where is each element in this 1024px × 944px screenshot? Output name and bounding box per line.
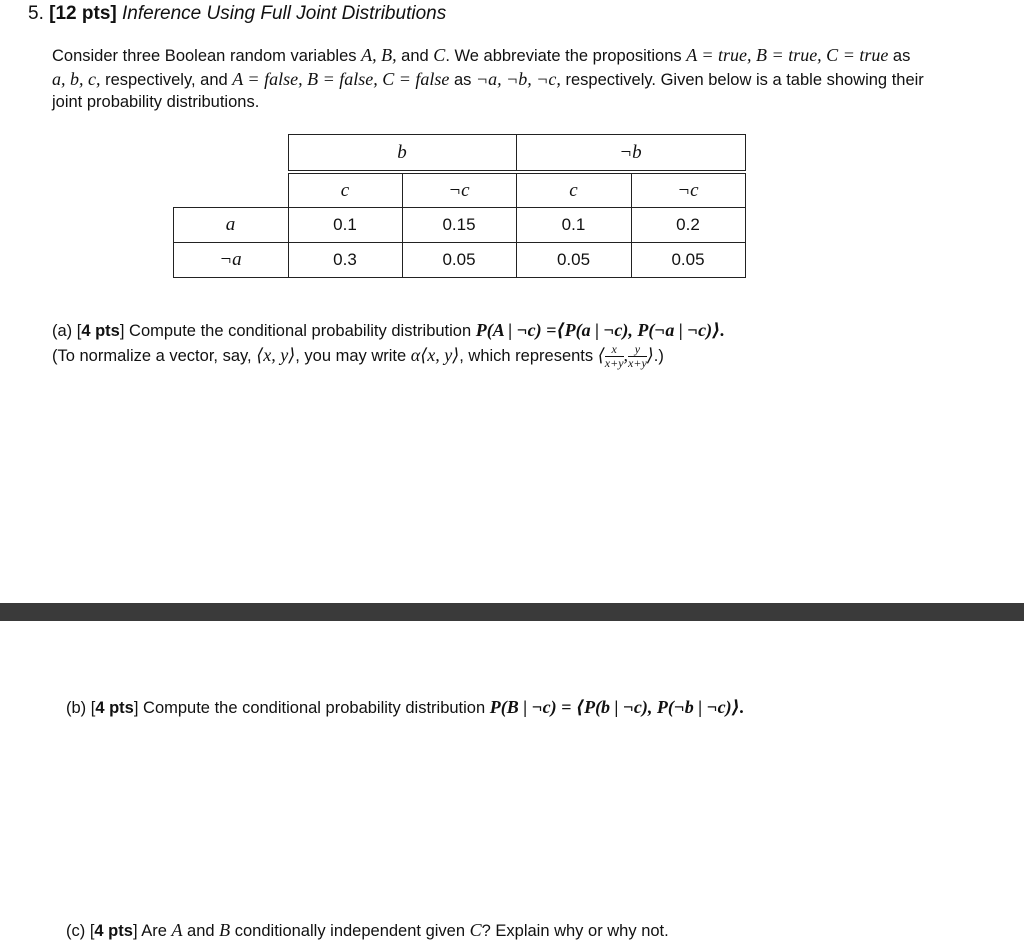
part-b-label: (b) [ xyxy=(66,699,96,717)
part-b-formula: P(B | ¬c) = ⟨P(b | ¬c), P(¬b | ¬c)⟩. xyxy=(489,697,745,717)
intro-text: as xyxy=(888,47,911,65)
header-not-c: ¬c xyxy=(677,179,699,201)
part-c-text: conditionally independent given xyxy=(230,922,470,940)
part-a-line-2: (To normalize a vector, say, ⟨x, y⟩, you may write α⟨x, y⟩, which represents ⟨ $\frac{x}{x+y}$ , $\frac{y}{x+y}$ ⟩.) xyxy=(52,342,664,370)
part-a-formula: P(A | ¬c) =⟨P(a | ¬c), P(¬a | ¬c)⟩. xyxy=(475,320,725,340)
intro-props: A = true, B = true, C = true xyxy=(686,45,889,65)
table-cell: 0.1 xyxy=(561,215,586,234)
part-a-vector: ⟨x, y⟩ xyxy=(256,344,296,365)
part-c-var: B xyxy=(219,920,231,940)
part-a-points: 4 pts xyxy=(81,322,120,340)
part-a-alpha: α⟨x, y⟩ xyxy=(410,344,460,365)
question-number: 5. xyxy=(28,3,44,24)
table-cell: 0.3 xyxy=(333,250,357,269)
intro-text: . We abbreviate the propositions xyxy=(445,47,687,65)
part-c-text: and xyxy=(182,922,220,940)
intro-text: as xyxy=(449,71,476,89)
part-a-label: (a) [ xyxy=(52,322,82,340)
table-cell: 0.2 xyxy=(676,215,700,234)
header-b: b xyxy=(397,141,407,163)
table-cell: 0.1 xyxy=(333,215,357,234)
part-c-text: ] Are xyxy=(132,922,172,940)
intro-var: C xyxy=(433,45,446,65)
part-b-text: ] Compute the conditional probability distribution xyxy=(133,699,490,717)
part-c xyxy=(66,920,669,941)
table-cell: 0.05 xyxy=(671,250,705,269)
intro-line-3: joint probability distributions. xyxy=(52,93,260,111)
part-a-note: , which represents xyxy=(459,346,598,365)
table-cell: 0.15 xyxy=(442,215,476,234)
intro-line-1 xyxy=(52,45,910,66)
page-divider xyxy=(0,603,1024,621)
fraction-x: $\frac{x}{x+y}$ xyxy=(604,342,624,370)
part-c-points: 4 pts xyxy=(94,922,133,940)
part-c-label: (c) [ xyxy=(66,922,95,940)
header-not-c: ¬c xyxy=(448,179,470,201)
part-c-text: ? Explain why or why not. xyxy=(481,922,669,940)
part-a-note: .) xyxy=(653,346,664,365)
part-a-text: ] Compute the conditional probability distribution xyxy=(119,322,476,340)
header-c: c xyxy=(340,179,350,201)
intro-negs: ¬a, ¬b, ¬c, xyxy=(475,69,561,89)
part-b xyxy=(66,697,744,718)
intro-line-2 xyxy=(52,69,924,90)
intro-text: respectively, and xyxy=(100,71,233,89)
intro-text: Consider three Boolean random variables xyxy=(52,47,362,65)
fraction-y: $\frac{y}{x+y}$ xyxy=(628,342,647,370)
row-label-a: a xyxy=(225,214,236,235)
intro-text: and xyxy=(396,47,434,65)
question-header xyxy=(28,3,446,25)
part-c-var: A xyxy=(171,920,183,940)
header-not-b: ¬b xyxy=(619,141,642,163)
part-a-line-1 xyxy=(52,320,725,341)
question-points: [12 pts] xyxy=(49,3,117,24)
header-c: c xyxy=(569,179,578,201)
intro-text: respectively. Given below is a table showing their xyxy=(560,71,924,89)
intro-vars: a, b, c, xyxy=(52,69,101,89)
intro-props: A = false, B = false, C = false xyxy=(232,69,450,89)
part-c-var: C xyxy=(469,920,482,940)
row-label-not-a: ¬a xyxy=(219,249,242,270)
table-cell: 0.05 xyxy=(556,250,591,269)
intro-vars: A, B, xyxy=(361,45,397,65)
table-cell: 0.05 xyxy=(442,250,476,269)
question-title: Inference Using Full Joint Distributions xyxy=(122,3,447,24)
part-a-note: , you may write xyxy=(295,346,411,365)
part-b-points: 4 pts xyxy=(95,699,134,717)
part-a-note: (To normalize a vector, say, xyxy=(52,346,257,365)
